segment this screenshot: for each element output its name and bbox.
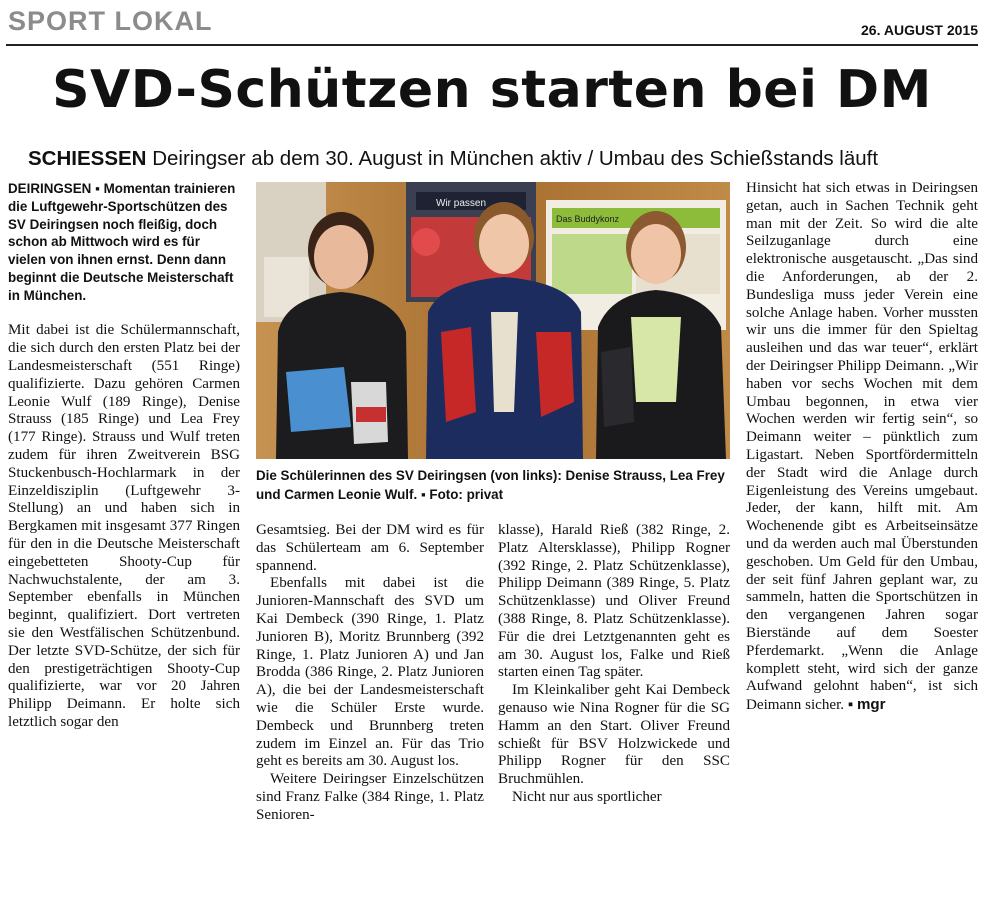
body-paragraph: Ebenfalls mit dabei ist die Junioren-Mannschaft des SVD um Kai Dembeck (390 Ringe, 1. Platz Junioren B), Moritz Brunnberg (392 Ringe, 1. Platz Junioren A) und Jan Brodda (386 Ringe, 2. Platz Junioren A), die bei der Landesmeisterschaft wie die Schüler Erste wurde. Dembeck und Brunnberg treten zudem im Einzel an. Für das Trio geht es bereits am 30. August los. [256, 575, 484, 770]
column-1 [8, 180, 240, 732]
kicker: SCHIESSEN [28, 147, 147, 170]
dateline-bullet: ▪ [95, 181, 100, 196]
body-paragraph: Gesamtsieg. Bei der DM wird es für das Schülerteam am 6. September spannend. [256, 522, 484, 574]
author-tag: mgr [857, 696, 886, 714]
body-paragraph: klasse), Harald Rieß (382 Ringe, 2. Platz Altersklasse), Philipp Rogner (392 Ringe, 2. Platz Schützenklasse), Philipp Deimann (389 Ringe, 5. Platz Schützenklasse) und Oliver Freund (388 Ringe, 8. Platz Schützenklasse). Für die drei Letztgenannten geht es am 30. August los, Falke und Rieß starten einen Tag später. [498, 522, 730, 681]
headline: SVD-Schützen starten bei DM [52, 60, 932, 120]
photo-credit: Foto: privat [429, 487, 504, 502]
end-bullet: ▪ [847, 697, 854, 714]
caption-bullet: ▪ [420, 487, 426, 502]
photo-illustration [256, 182, 730, 459]
caption-text: Die Schülerinnen des SV Deiringsen (von links): Denise Strauss, Lea Frey und Carmen Leonie Wulf. [256, 468, 725, 502]
photo-caption [256, 466, 732, 504]
intro-paragraph [8, 180, 240, 305]
body-paragraph: Nicht nur aus sportlicher [512, 788, 662, 805]
body-paragraph: Weitere Deiringser Einzelschützen sind Franz Falke (384 Ringe, 1. Platz Senioren- [256, 771, 484, 823]
column-3 [498, 522, 730, 807]
intro-text: Momentan trainieren die Luftgewehr-Sportschützen des SV Deiringsen noch fleißig, doch schon ab Mittwoch wird es für vielen von ihnen ernst. Denn dann beginnt die Deutsche Meisterschaft in München. [8, 181, 236, 303]
poster-text-1: Wir passen [436, 198, 487, 209]
column-4 [746, 180, 978, 715]
body-paragraph: Im Kleinkaliber geht Kai Dembeck genauso wie Nina Rogner für die SG Hamm an den Start. Oliver Freund schießt für BSV Holzwickede und Philipp Rogner für den SSC Bruchmühlen. [498, 682, 730, 788]
body-text: Hinsicht hat sich etwas in Deiringsen getan, auch in Sachen Technik geht man mit der Zeit. So wird die alte Seilzuganlage durch eine elektronische ausgetauscht. „Das sind die Anforderungen, ab der 2. Bundesliga muss jeder Verein eine solche Anlage haben. Vorher mussten wir uns die immer für den Spieltag ausleihen und das war teuer“, erklärt der Deiringser Philipp Deimann. „Wir haben vor sechs Wochen mit dem Umbau begonnen, in etwa vier Wochen werden wir fertig sein“, so Deimann weiter – pünktlich zum Ligastart. Neben Sportfördermitteln der Stadt wird die Anlage durch Eigenleistung des Vereins umgebaut. Jeder, der kann, hilft mit. Am Wochenende gibt es Arbeitseinsätze und da werden auch mal Überstunden geschoben. Um Geld für den Umbau, der seit fünf Jahren geplant war, zu sammeln, hatten die Sportschützen in den vergangenen Jahren sogar Bierstände auf dem Soester Pferdemarkt. „Wenn die Anlage komplett steht, wird sich der ganze Aufwand gelohnt haben“, ist sich Deimann sicher. [746, 180, 978, 714]
article-photo [256, 182, 730, 459]
body-paragraph: Mit dabei ist die Schülermannschaft, die sich durch den ersten Platz bei der Landesmeisterschaft (551 Ringe) qualifizierte. Dazu gehören Carmen Leonie Wulf (189 Ringe), Denise Strauss (185 Ringe) und Lea Frey (177 Ringe). Strauss und Wulf treten zudem für ihren Zweitverein BSG Stuckenbusch-Hochlarmark in der Einzeldisziplin (Luftgewehr 3-Stellung) an und haben sich in Bergkamen mit insgesamt 377 Ringen für den in die Deutsche Meisterschaft eingebetteten Shooty-Cup für Nachwuchstalente, der am 3. September ebenfalls in München beginnt, qualifiziert. Dort vertreten sie den Westfälischen Schützenbund. Der letzte SVD-Schütze, der sich für den prestigeträchtigen Shooty-Cup qualifizierte, war vor 20 Jahren Philipp Deimann. Er holte sich letztlich sogar den [8, 322, 240, 730]
column-2 [256, 522, 484, 825]
dateline: DEIRINGSEN [8, 181, 92, 196]
poster-text-2: Das Buddykonz [556, 214, 620, 224]
subheadline-text: Deiringser ab dem 30. August in München aktiv / Umbau des Schießstands läuft [152, 147, 879, 170]
body-paragraph [746, 180, 978, 715]
subheadline [28, 147, 878, 171]
issue-date: 26. AUGUST 2015 [861, 22, 978, 38]
section-title: SPORT LOKAL [8, 6, 213, 36]
header-rule [6, 44, 978, 46]
